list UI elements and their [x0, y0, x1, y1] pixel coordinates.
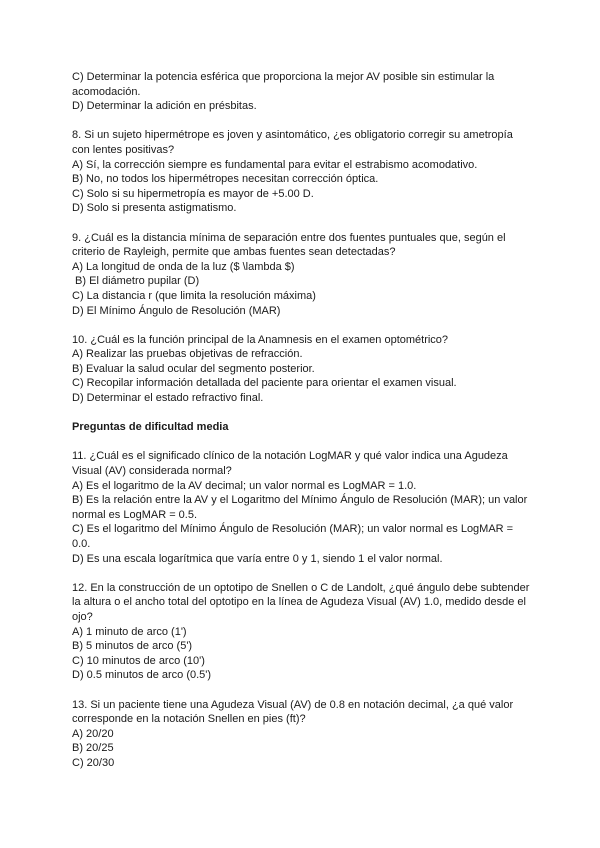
question-8	[72, 128, 532, 216]
option-c: C) Recopilar información detallada del paciente para orientar el examen visual.	[72, 377, 457, 390]
option-b: B) 5 minutos de arco (5')	[72, 640, 193, 653]
option-a: A) Es el logaritmo de la AV decimal; un valor normal es LogMAR = 1.0.	[72, 479, 417, 492]
option-b: B) El diámetro pupilar (D)	[72, 275, 200, 288]
option-b: B) No, no todos los hipermétropes necesitan corrección óptica.	[72, 173, 379, 186]
option-a: A) La longitud de onda de la luz ($ \lambda $)	[72, 260, 295, 273]
option-a: A) 20/20	[72, 727, 114, 740]
option-a: A) Realizar las pruebas objetivas de refracción.	[72, 348, 303, 361]
question-text: 13. Si un paciente tiene una Agudeza Visual (AV) de 0.8 en notación decimal, ¿a qué valor corresponde en la notación Snellen en pies (ft)?	[72, 698, 514, 726]
option-d: D) Determinar el estado refractivo final.	[72, 392, 264, 405]
option-d: D) El Mínimo Ángulo de Resolución (MAR)	[72, 304, 281, 317]
question-text: 11. ¿Cuál es el significado clínico de la notación LogMAR y qué valor indica una Agudeza Visual (AV) considerada normal?	[72, 450, 508, 478]
option-c: C) Es el logaritmo del Mínimo Ángulo de Resolución (MAR); un valor normal es LogMAR = 0.0.	[72, 523, 514, 550]
option-d: D) Determinar la adición en présbitas.	[72, 100, 257, 113]
question-12	[72, 581, 532, 683]
option-b: B) Es la relación entre la AV y el Logaritmo del Mínimo Ángulo de Resolución (MAR); un valor normal es LogMAR = 0.5.	[72, 494, 528, 521]
option-c: C) Solo si su hipermetropía es mayor de +5.00 D.	[72, 187, 314, 200]
option-d: D) 0.5 minutos de arco (0.5')	[72, 669, 212, 682]
option-c: C) La distancia r (que limita la resolución máxima)	[72, 289, 316, 302]
question-10	[72, 333, 532, 406]
option-a: A) Sí, la corrección siempre es fundamental para evitar el estrabismo acomodativo.	[72, 158, 478, 171]
question-11	[72, 449, 532, 566]
option-a: A) 1 minuto de arco (1')	[72, 625, 187, 638]
question-7-continuation	[72, 70, 532, 114]
option-c: C) Determinar la potencia esférica que proporciona la mejor AV posible sin estimular la acomodación.	[72, 71, 495, 98]
option-d: D) Es una escala logarítmica que varía entre 0 y 1, siendo 1 el valor normal.	[72, 552, 443, 565]
section-heading: Preguntas de dificultad media	[72, 421, 229, 434]
option-c: C) 10 minutos de arco (10')	[72, 654, 205, 667]
option-c: C) 20/30	[72, 756, 115, 769]
question-text: 10. ¿Cuál es la función principal de la Anamnesis en el examen optométrico?	[72, 333, 449, 346]
option-b: B) 20/25	[72, 742, 114, 755]
question-text: 12. En la construcción de un optotipo de Snellen o C de Landolt, ¿qué ángulo debe subtender la altura o el ancho total del optotipo en la línea de Agudeza Visual (AV) 1.0, medido desde el ojo?	[72, 581, 530, 623]
question-text: 9. ¿Cuál es la distancia mínima de separación entre dos fuentes puntuales que, según el criterio de Rayleigh, permite que ambas fuentes sean detectadas?	[72, 231, 506, 259]
question-text: 8. Si un sujeto hipermétrope es joven y asintomático, ¿es obligatorio corregir su ametropía con lentes positivas?	[72, 129, 513, 156]
question-9	[72, 231, 532, 319]
option-b: B) Evaluar la salud ocular del segmento posterior.	[72, 362, 315, 375]
question-13	[72, 698, 532, 771]
document-page	[72, 70, 532, 785]
option-d: D) Solo si presenta astigmatismo.	[72, 202, 237, 215]
